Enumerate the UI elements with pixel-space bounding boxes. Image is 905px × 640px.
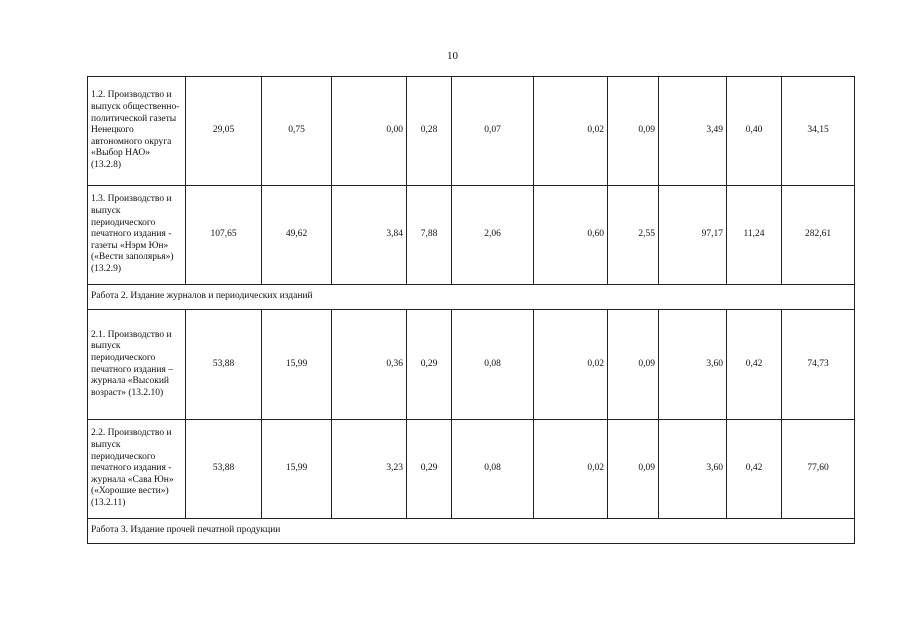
value-cell: 0,29 [407,420,452,519]
value-cell: 0,75 [262,77,332,186]
row-name: 1.3. Производство и выпуск периодического печатного издания - газеты «Нэрм Юн» («Вести заполярья») (13.2.9) [88,186,186,285]
section-title: Работа 3. Издание прочей печатной продукции [88,519,855,544]
value-cell: 2,55 [608,186,659,285]
value-cell: 3,23 [332,420,407,519]
value-cell: 107,65 [186,186,262,285]
value-cell: 2,06 [452,186,534,285]
table-row [88,420,855,519]
value-cell: 0,60 [534,186,608,285]
value-cell: 0,42 [727,310,782,420]
value-cell: 34,15 [782,77,855,186]
value-cell: 0,09 [608,420,659,519]
value-cell: 3,49 [659,77,727,186]
value-cell: 3,84 [332,186,407,285]
section-title: Работа 2. Издание журналов и периодических изданий [88,285,855,310]
value-cell: 0,09 [608,77,659,186]
value-cell: 0,08 [452,420,534,519]
value-cell: 7,88 [407,186,452,285]
value-cell: 97,17 [659,186,727,285]
section-row [88,519,855,544]
value-cell: 53,88 [186,310,262,420]
row-name: 1.2. Производство и выпуск общественно-политической газеты Ненецкого автономного округа «Выбор НАО» (13.2.8) [88,77,186,186]
value-cell: 0,40 [727,77,782,186]
value-cell: 74,73 [782,310,855,420]
value-cell: 0,02 [534,310,608,420]
value-cell: 0,07 [452,77,534,186]
value-cell: 0,09 [608,310,659,420]
value-cell: 0,28 [407,77,452,186]
value-cell: 77,60 [782,420,855,519]
page-number: 10 [447,50,458,62]
table-row [88,77,855,186]
row-name: 2.1. Производство и выпуск периодического печатного издания – журнала «Высокий возраст» (13.2.10) [88,310,186,420]
value-cell: 0,08 [452,310,534,420]
table-row [88,310,855,420]
value-cell: 15,99 [262,310,332,420]
value-cell: 29,05 [186,77,262,186]
section-row [88,285,855,310]
table-row [88,186,855,285]
cost-table [87,76,855,544]
value-cell: 15,99 [262,420,332,519]
value-cell: 3,60 [659,310,727,420]
value-cell: 53,88 [186,420,262,519]
value-cell: 282,61 [782,186,855,285]
value-cell: 11,24 [727,186,782,285]
value-cell: 49,62 [262,186,332,285]
value-cell: 0,02 [534,420,608,519]
value-cell: 0,29 [407,310,452,420]
value-cell: 3,60 [659,420,727,519]
row-name: 2.2. Производство и выпуск периодического печатного издания - журнала «Сава Юн» («Хорошие вести») (13.2.11) [88,420,186,519]
value-cell: 0,00 [332,77,407,186]
value-cell: 0,02 [534,77,608,186]
value-cell: 0,42 [727,420,782,519]
value-cell: 0,36 [332,310,407,420]
